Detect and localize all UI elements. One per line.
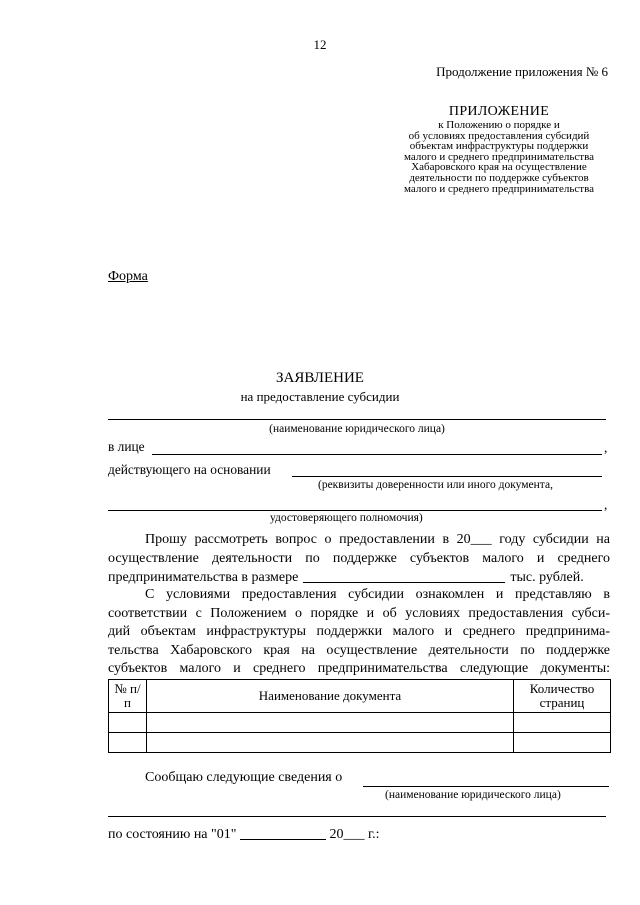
- request-line-1: Прошу рассмотреть вопрос о предоставлении в 20___ году субсидии на: [145, 532, 610, 547]
- table-header-row: [109, 680, 611, 713]
- request-paragraph: [108, 531, 610, 588]
- basis-line-2[interactable]: [108, 510, 602, 511]
- appendix-line: деятельности по поддержке субъектов: [409, 171, 589, 184]
- table-cell[interactable]: [109, 733, 147, 753]
- documents-line: тельства Хабаровского края на осуществление деятельности по поддержке: [108, 642, 610, 658]
- basis-caption-2: удостоверяющего полномочия): [270, 512, 423, 524]
- col-number-header: № п/п: [109, 680, 147, 713]
- table-cell[interactable]: [514, 733, 611, 753]
- documents-line: соответствии с Положением о порядке и об условиях предоставления субси-: [108, 605, 610, 621]
- as-of-suffix: г.:: [367, 827, 380, 842]
- basis-label: действующего на основании: [108, 462, 271, 477]
- appendix-line: об условиях предоставления субсидий: [408, 129, 590, 142]
- org-name-caption: (наименование юридического лица): [269, 423, 445, 435]
- col-name-header: Наименование документа: [147, 680, 514, 713]
- documents-line: субъектов малого и среднего предпринимательства следующие документы:: [108, 661, 610, 676]
- org-name-line[interactable]: [108, 419, 606, 420]
- comma: ,: [604, 440, 608, 455]
- table-cell[interactable]: [147, 713, 514, 733]
- documents-line: С условиями предоставления субсидии ознакомлен и представляю в: [145, 587, 610, 602]
- request-line-2: осуществление деятельности по поддержке субъектов малого и среднего: [108, 550, 610, 566]
- documents-paragraph: [108, 586, 610, 679]
- amount-line[interactable]: [303, 568, 505, 583]
- request-line-3: [108, 568, 610, 588]
- table-cell[interactable]: [514, 713, 611, 733]
- appendix-title: ПРИЛОЖЕНИЕ: [448, 104, 550, 119]
- as-of-prefix: по состоянию на "01": [108, 827, 237, 842]
- documents-line: дий объектам инфраструктуры поддержки малого и среднего предпринима-: [108, 624, 610, 639]
- month-line[interactable]: [240, 825, 326, 840]
- in-person-label: в лице: [108, 439, 145, 454]
- appendix-block: [388, 104, 610, 194]
- statement-subtitle: на предоставление субсидии: [240, 389, 400, 404]
- continuation-note: Продолжение приложения № 6: [436, 64, 608, 79]
- col-pages-header: Количество страниц: [514, 680, 611, 713]
- documents-table: [108, 679, 611, 753]
- as-of-line: [108, 825, 380, 843]
- appendix-line: Хабаровского края на осуществление: [411, 161, 587, 174]
- info-caption: (наименование юридического лица): [385, 789, 561, 801]
- comma: ,: [604, 497, 608, 512]
- form-label: Форма: [108, 269, 148, 284]
- table-row: [109, 733, 611, 753]
- appendix-line: к Положению о порядке и: [438, 119, 560, 131]
- request-amount-unit: тыс. рублей.: [510, 570, 584, 585]
- basis-caption: (реквизиты доверенности или иного документа,: [318, 479, 553, 491]
- appendix-line: объектам инфраструктуры поддержки: [409, 140, 589, 153]
- info-line[interactable]: [363, 786, 609, 787]
- appendix-line: малого и среднего предпринимательства: [403, 150, 595, 163]
- info-line-2[interactable]: [108, 816, 606, 817]
- appendix-line: малого и среднего предпринимательства: [403, 182, 595, 195]
- info-label: Сообщаю следующие сведения о: [145, 770, 343, 785]
- as-of-year: 20___: [329, 827, 365, 842]
- request-amount-label: предпринимательства в размере: [108, 570, 299, 585]
- page-number: 12: [313, 37, 327, 52]
- table-row: [109, 713, 611, 733]
- in-person-line[interactable]: [152, 454, 602, 455]
- table-cell[interactable]: [109, 713, 147, 733]
- statement-title: ЗАЯВЛЕНИЕ: [276, 370, 364, 386]
- basis-line[interactable]: [292, 476, 602, 477]
- table-cell[interactable]: [147, 733, 514, 753]
